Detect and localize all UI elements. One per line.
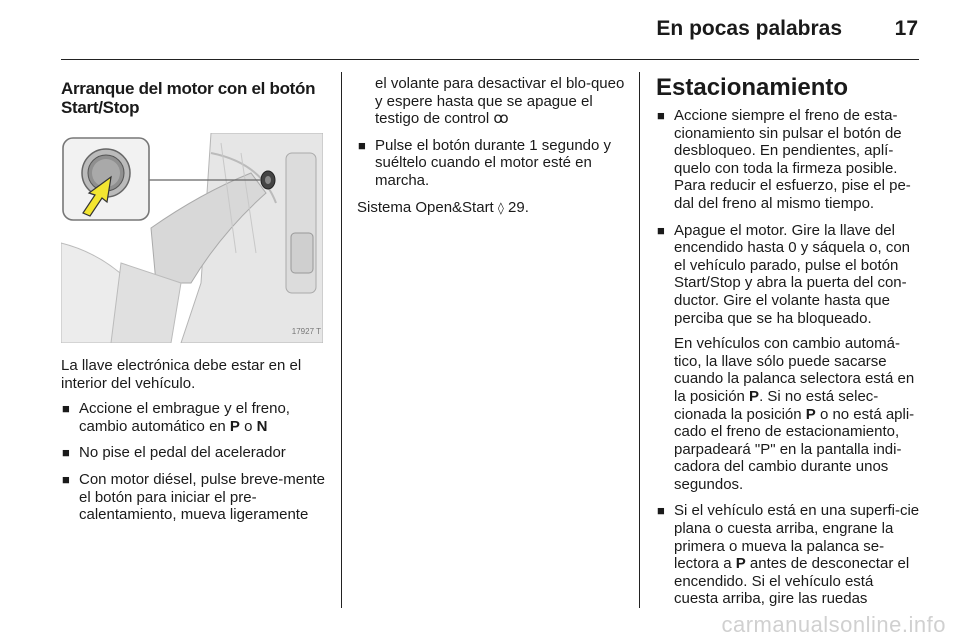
start-stop-illustration: [61, 133, 323, 343]
bullet-icon: ■: [62, 401, 70, 417]
header-rule: [61, 59, 919, 60]
column-3: [656, 75, 921, 617]
chapter-title: En pocas palabras: [656, 17, 842, 40]
reference-arrow-icon: ◊: [497, 200, 504, 215]
column-2: [357, 75, 627, 225]
bullet-icon: ■: [657, 108, 665, 123]
list-item: ■ Si el vehículo está en una superfi-cie plana o cuesta arriba, engrane la primera o mueva la palanca se-lectora a P antes de desconectar el encendido. Si el vehículo está cuesta arriba, gire las ruedas: [657, 502, 920, 608]
list-item: ■ Accione el embrague y el freno, cambio automático en P o N: [62, 400, 290, 435]
intro-text: La llave electrónica debe estar en el interior del vehículo.: [61, 357, 302, 392]
figure-code: 17927 T: [291, 327, 321, 337]
section-title-parking: Estacionamiento: [656, 74, 849, 101]
page-header: [0, 0, 960, 62]
site-watermark: carmanualsonline.info: [721, 612, 946, 637]
page-number: 17: [894, 17, 918, 40]
automatic-note: En vehículos con cambio automá-tico, la llave sólo puede sacarse cuando la palanca selectora está en la posición P. Si no está selec-cionada la posición P o no está apli-cado el freno de estacionamiento, parpadeará "P" en la pantalla indi-cadora del cambio durante unos segundos.: [674, 335, 915, 493]
list-item: ■ Accione siempre el freno de esta-cionamiento sin pulsar el botón de desbloqueo. En pendientes, aplí-quelo con toda la firmeza posible. Para reducir el esfuerzo, pise el pe-dal del freno al mismo tiempo.: [657, 107, 911, 212]
start-steps-list-continued: [357, 137, 627, 190]
bullet-icon: ■: [358, 137, 366, 153]
list-item: ■ Con motor diésel, pulse breve-mente el botón para iniciar el pre-calentamiento, mueva ligeramente: [62, 470, 325, 524]
bullet-icon: ■: [62, 471, 70, 487]
list-item: ■ Pulse el botón durante 1 segundo y suéltelo cuando el motor esté en marcha.: [358, 136, 612, 189]
dashboard-drawing: [61, 133, 323, 343]
list-item: ■ Apague el motor. Gire la llave del encendido hasta 0 y sáquela o, con el vehículo parado, pulse el botón Start/Stop y abra la puerta del con-ductor. Gire el volante hasta que perciba que se ha bloqueado. En vehículos con cambio automá-tico, la llave sólo puede sacarse cuando la palanca selectora está en la posición P. Si no está selec-cionada la posición P o no está apli-cado el freno de estacionamiento, parpadeará "P" en la pantalla indi-cadora del cambio durante unos segundos.: [656, 222, 921, 494]
reference-page-link[interactable]: 29.: [508, 198, 529, 216]
column-1: [61, 79, 326, 533]
start-steps-list: [61, 400, 326, 524]
column-divider-2: [639, 72, 640, 608]
continued-text: el volante para desactivar el blo-queo y espere hasta que se apague el testigo de control ꝏ: [375, 75, 625, 128]
bullet-icon: ■: [657, 503, 665, 519]
list-item: ■ No pise el pedal del acelerador: [62, 444, 286, 462]
glow-plug-icon: ꝏ: [493, 110, 509, 128]
column-divider-1: [341, 72, 342, 608]
parking-steps-list: [656, 107, 921, 608]
bullet-icon: ■: [62, 445, 70, 461]
bullet-icon: ■: [657, 222, 665, 238]
section-title-start-stop: Arranque del motor con el botón Start/Stop: [61, 79, 316, 117]
cross-reference: Sistema Open&Start ◊ 29.: [357, 198, 529, 216]
